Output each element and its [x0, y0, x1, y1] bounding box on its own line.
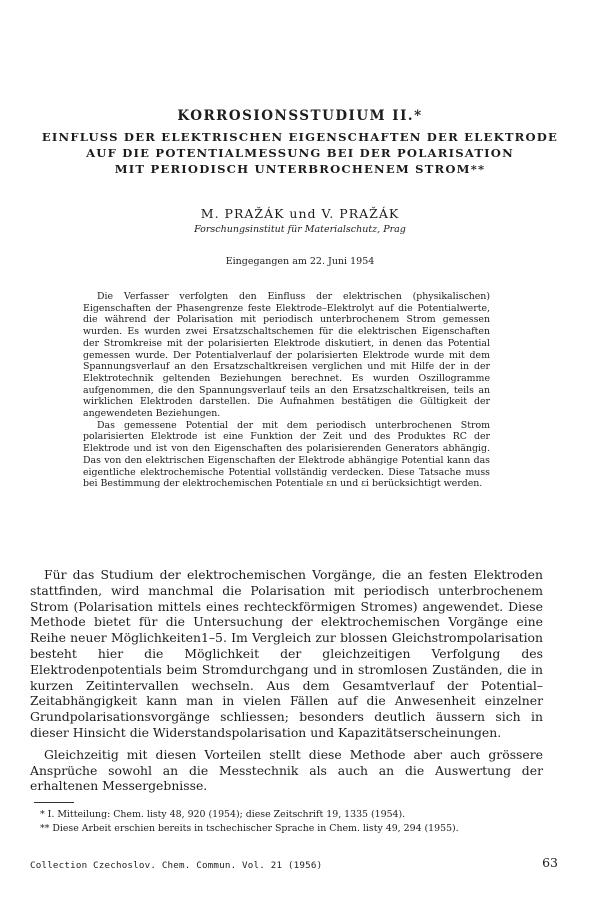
received-date: Eingegangen am 22. Juni 1954 [225, 256, 375, 267]
body-paragraph-1: Für das Studium der elektrochemischen Vorgänge, die an festen Elektroden stattfinden, wird manchmal die Polarisation mit periodisch unterbrochenem Strom (Polarisation mittels eines rechteckförmigen Stromes) angewendet. Diese Methode bietet für die Untersuchung der elektrochemischen Vorgänge eine Reihe neuer Möglichkeiten1–5. Im Vergleich zur blossen Gleichstrompolarisation besteht hier die Möglichkeit der gleichzeitigen Verfolgung des Elektrodenpotentials beim Stromdurchgang und in stromlosen Zuständen, die in kurzen Zeitintervallen wechseln. Aus dem Gesamtverlauf der Potential–Zeitabhängigkeit kann man in vielen Fällen auf die Anwesenheit einzelner Grundpolarisationsvorgänge schliessen; besonders deutlich äussern sich in dieser Hinsicht die Widerstandspolarisation und Kapazitätserscheinungen. [30, 567, 543, 740]
article-title-line-2: AUF DIE POTENTIALMESSUNG BEI DER POLARISATION [86, 146, 514, 160]
series-title: KORROSIONSSTUDIUM II.* [177, 108, 423, 124]
abstract-paragraph-1: Die Verfasser verfolgten den Einfluss der elektrischen (physikalischen) Eigenschaften der Phasengrenze feste Elektrode–Elektrolyt auf die Potentialwerte, die während der Polarisation mit periodisch unterbrochenem Strom gemessen wurden. Es wurden zwei Ersatzschaltschemen für die elektrischen Eigenschaften der Stromkreise mit der polarisierten Elektrode diskutiert, in denen das Potential gemessen wurde. Der Potentialverlauf der polarisierten Elektrode wurde mit dem Spannungsverlauf an den Ersatzschaltkreisen verglichen und mit Hilfe der in der Elektrotechnik geltenden Beziehungen berechnet. Es wurden Oszillogramme aufgenommen, die den Spannungsverlauf teils an den Ersatzschaltkreisen, teils an wirklichen Elektroden darstellen. Die Aufnahmen bestätigen die Gültigkeit der angewendeten Beziehungen. [83, 291, 490, 420]
body-text [30, 567, 543, 800]
footnote-1: * I. Mitteilung: Chem. listy 48, 920 (1954); diese Zeitschrift 19, 1335 (1954). [40, 809, 406, 820]
affiliation: Forschungsinstitut für Materialschutz, Prag [194, 224, 406, 235]
article-title-line-3: MIT PERIODISCH UNTERBROCHENEM STROM** [114, 162, 486, 176]
footnote-2: ** Diese Arbeit erschien bereits in tschechischer Sprache in Chem. listy 49, 294 (1955). [40, 822, 459, 834]
page-number: 63 [542, 855, 558, 870]
abstract-paragraph-2: Das gemessene Potential der mit dem periodisch unterbrochenen Strom polarisierten Elektrode ist eine Funktion der Zeit und des Produktes RC der Elektrode und ist von den Eigenschaften des polarisierenden Generators abhängig. Das von den elektrischen Eigenschaften der Elektrode abhängige Potential kann das eigentliche elektrochemische Potential vollständig verdecken. Diese Tatsache muss bei Bestimmung der elektrochemischen Potentiale εn und εi berücksichtigt werden. [83, 419, 490, 490]
article-title-line-1: EINFLUSS DER ELEKTRISCHEN EIGENSCHAFTEN DER ELEKTRODE [41, 130, 559, 144]
footnote-divider [34, 802, 74, 803]
journal-citation: Collection Czechoslov. Chem. Commun. Vol. 21 (1956) [30, 860, 323, 871]
title-block [0, 108, 600, 177]
abstract [83, 291, 490, 490]
authors: M. PRAŽÁK und V. PRAŽÁK [200, 206, 400, 221]
body-paragraph-2: Gleichzeitig mit diesen Vorteilen stellt diese Methode aber auch grössere Ansprüche sowohl an die Messtechnik als auch an die Auswertung der erhaltenen Messergebnisse. [30, 746, 543, 794]
footnotes [40, 808, 540, 836]
